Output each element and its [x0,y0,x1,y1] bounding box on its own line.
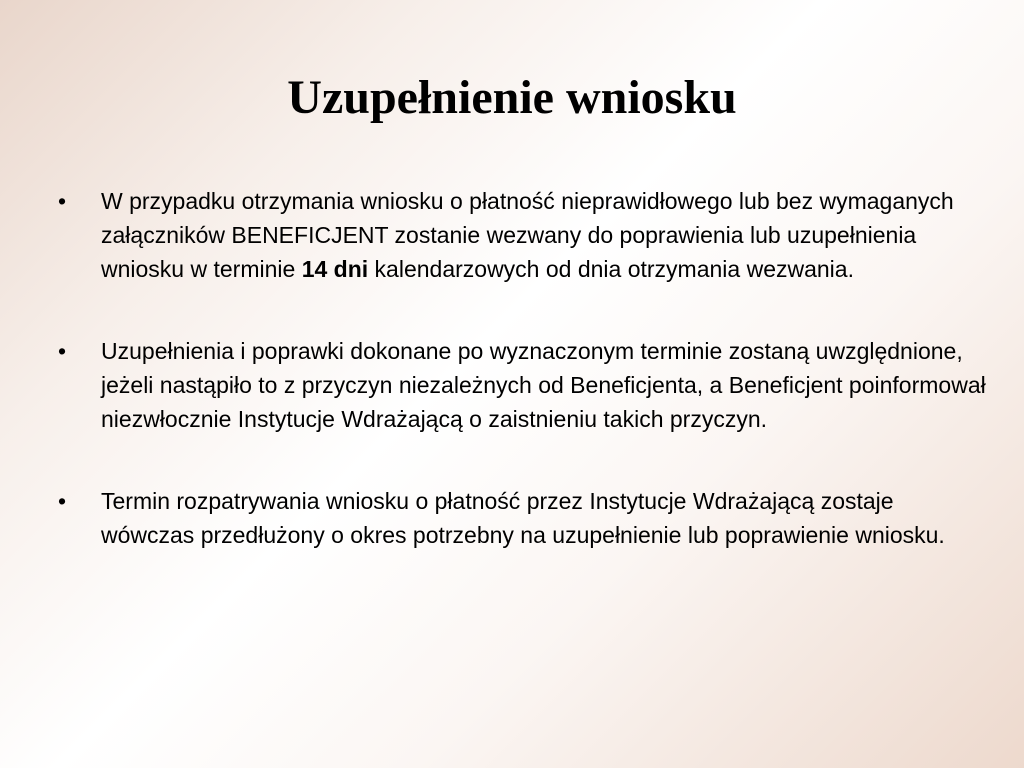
bullet-item-2 [58,334,988,436]
bullet-text-part: kalendarzowych od dnia otrzymania wezwania. [368,256,854,282]
deadline-emphasis: 14 dni [301,256,369,282]
bullet-text: Termin rozpatrywania wniosku o płatność przez Instytucje Wdrażającą zostaje wówczas przedłużony o okres potrzebny na uzupełnienie lub poprawienie wniosku. [101,488,945,548]
bullet-icon: • [58,338,67,364]
bullet-icon: • [58,488,67,514]
bullet-icon: • [58,188,67,214]
bullet-list [58,184,988,600]
bullet-item-1 [58,184,988,286]
bullet-text: Uzupełnienia i poprawki dokonane po wyznaczonym terminie zostaną uwzględnione, jeżeli nastąpiło to z przyczyn niezależnych od Beneficjenta, a Beneficjent poinformował niezwłocznie Instytucje Wdrażającą o zaistnieniu takich przyczyn. [101,338,986,432]
bullet-item-3 [58,484,988,552]
bullet-text-part: W przypadku otrzymania wniosku o płatność nieprawidłowego lub bez wymaganych załączników BENEFICJENT zostanie wezwany do poprawienia lub uzupełnienia wniosku w terminie [101,188,954,282]
slide-title: Uzupełnienie wniosku [287,71,737,124]
